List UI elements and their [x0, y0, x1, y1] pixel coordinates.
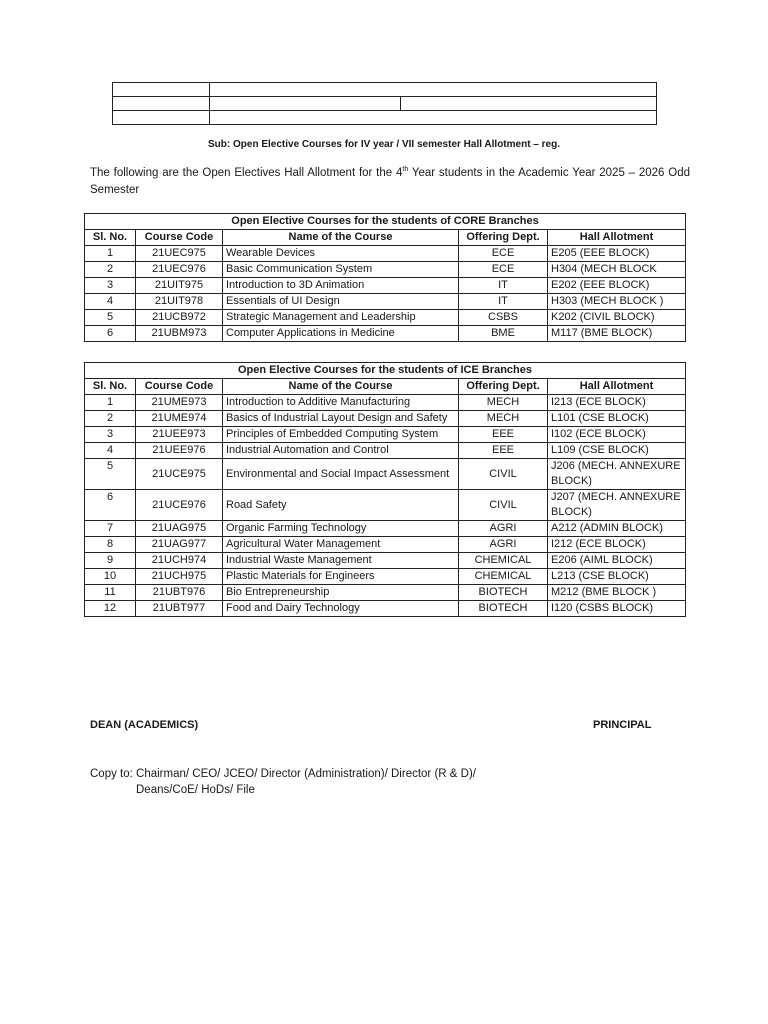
col-hall-allotment: Hall Allotment [548, 230, 686, 246]
table-row [85, 585, 686, 601]
hall-cell: A212 (ADMIN BLOCK) [548, 521, 686, 537]
table-row [85, 310, 686, 326]
course-name-cell: Industrial Waste Management [223, 553, 459, 569]
course-code-cell: 21UEC975 [136, 246, 223, 262]
hall-cell: M117 (BME BLOCK) [548, 326, 686, 342]
course-name-cell: Basic Communication System [223, 262, 459, 278]
course-code-cell: 21UEE973 [136, 427, 223, 443]
hall-cell: H303 (MECH BLOCK ) [548, 294, 686, 310]
copy-to-line-1: Copy to: Chairman/ CEO/ JCEO/ Director (Administration)/ Director (R & D)/ [90, 768, 476, 780]
header-cell [113, 111, 210, 125]
course-name-cell: Introduction to 3D Animation [223, 278, 459, 294]
table-row [85, 601, 686, 617]
table-row [85, 490, 686, 521]
dept-cell: EEE [459, 443, 548, 459]
table-row [85, 246, 686, 262]
hall-cell: J206 (MECH. ANNEXURE BLOCK) [548, 459, 686, 490]
dept-cell: CIVIL [459, 459, 548, 490]
table-row [85, 443, 686, 459]
intro-text-end: Year students in the Academic Year 2025 – 2026 Odd Semester [90, 167, 691, 196]
table-row [85, 569, 686, 585]
hall-cell: M212 (BME BLOCK ) [548, 585, 686, 601]
course-name-cell: Essentials of UI Design [223, 294, 459, 310]
header-cell [113, 97, 210, 111]
hall-cell: L101 (CSE BLOCK) [548, 411, 686, 427]
course-code-cell: 21UME974 [136, 411, 223, 427]
core-header-row [85, 230, 686, 246]
course-name-cell: Basics of Industrial Layout Design and Safety [223, 411, 459, 427]
course-name-cell: Strategic Management and Leadership [223, 310, 459, 326]
dept-cell: MECH [459, 395, 548, 411]
header-row [113, 111, 657, 125]
course-name-cell: Food and Dairy Technology [223, 601, 459, 617]
hall-cell: E202 (EEE BLOCK) [548, 278, 686, 294]
course-code-cell: 21UEE976 [136, 443, 223, 459]
header-cell [210, 97, 401, 111]
sl-no-cell: 6 [85, 490, 136, 521]
sl-no-cell: 8 [85, 537, 136, 553]
header-row [113, 83, 657, 97]
sl-no-cell: 11 [85, 585, 136, 601]
dept-cell: BIOTECH [459, 601, 548, 617]
dept-cell: CIVIL [459, 490, 548, 521]
course-code-cell: 21UCE976 [136, 490, 223, 521]
dept-cell: CSBS [459, 310, 548, 326]
header-cell [113, 83, 210, 97]
intro-text-start: The following are the Open Electives Hall Allotment for the 4 [90, 167, 403, 179]
header-cell [401, 97, 657, 111]
ice-branches-table [84, 362, 686, 617]
dept-cell: AGRI [459, 537, 548, 553]
intro-paragraph [90, 165, 690, 199]
course-code-cell: 21UBM973 [136, 326, 223, 342]
course-code-cell: 21UIT975 [136, 278, 223, 294]
course-code-cell: 21UEC976 [136, 262, 223, 278]
table-row [85, 278, 686, 294]
sl-no-cell: 1 [85, 395, 136, 411]
table-row [85, 326, 686, 342]
hall-cell: E205 (EEE BLOCK) [548, 246, 686, 262]
header-cell [210, 111, 657, 125]
col-hall-allotment: Hall Allotment [548, 379, 686, 395]
course-name-cell: Wearable Devices [223, 246, 459, 262]
course-name-cell: Environmental and Social Impact Assessment [223, 459, 459, 490]
hall-cell: H304 (MECH BLOCK [548, 262, 686, 278]
table-row [85, 395, 686, 411]
course-code-cell: 21UBT976 [136, 585, 223, 601]
principal-signature: PRINCIPAL [593, 719, 652, 731]
dept-cell: BIOTECH [459, 585, 548, 601]
table-row [85, 294, 686, 310]
table-row [85, 262, 686, 278]
course-name-cell: Organic Farming Technology [223, 521, 459, 537]
course-name-cell: Computer Applications in Medicine [223, 326, 459, 342]
header-reference-table [112, 82, 657, 125]
hall-cell: E206 (AIML BLOCK) [548, 553, 686, 569]
course-name-cell: Principles of Embedded Computing System [223, 427, 459, 443]
table-row [85, 537, 686, 553]
col-course-code: Course Code [136, 379, 223, 395]
col-course-code: Course Code [136, 230, 223, 246]
course-code-cell: 21UCH974 [136, 553, 223, 569]
dept-cell: EEE [459, 427, 548, 443]
sl-no-cell: 5 [85, 459, 136, 490]
sl-no-cell: 2 [85, 262, 136, 278]
dept-cell: IT [459, 278, 548, 294]
sl-no-cell: 1 [85, 246, 136, 262]
ice-table-title: Open Elective Courses for the students of ICE Branches [85, 363, 686, 379]
dean-signature: DEAN (ACADEMICS) [90, 719, 199, 731]
ice-header-row [85, 379, 686, 395]
course-code-cell: 21UBT977 [136, 601, 223, 617]
sl-no-cell: 7 [85, 521, 136, 537]
dept-cell: CHEMICAL [459, 553, 548, 569]
course-name-cell: Introduction to Additive Manufacturing [223, 395, 459, 411]
col-sl-no: Sl. No. [85, 379, 136, 395]
table-row [85, 553, 686, 569]
hall-cell: I102 (ECE BLOCK) [548, 427, 686, 443]
course-name-cell: Bio Entrepreneurship [223, 585, 459, 601]
hall-cell: I212 (ECE BLOCK) [548, 537, 686, 553]
core-table-title: Open Elective Courses for the students of CORE Branches [85, 214, 686, 230]
course-name-cell: Agricultural Water Management [223, 537, 459, 553]
sl-no-cell: 4 [85, 443, 136, 459]
course-name-cell: Plastic Materials for Engineers [223, 569, 459, 585]
hall-cell: L109 (CSE BLOCK) [548, 443, 686, 459]
sl-no-cell: 3 [85, 427, 136, 443]
sl-no-cell: 12 [85, 601, 136, 617]
col-sl-no: Sl. No. [85, 230, 136, 246]
hall-cell: L213 (CSE BLOCK) [548, 569, 686, 585]
sl-no-cell: 5 [85, 310, 136, 326]
col-offering-dept: Offering Dept. [459, 379, 548, 395]
table-row [85, 459, 686, 490]
course-name-cell: Road Safety [223, 490, 459, 521]
col-offering-dept: Offering Dept. [459, 230, 548, 246]
table-row [85, 427, 686, 443]
course-code-cell: 21UME973 [136, 395, 223, 411]
hall-cell: I213 (ECE BLOCK) [548, 395, 686, 411]
course-code-cell: 21UIT978 [136, 294, 223, 310]
hall-cell: I120 (CSBS BLOCK) [548, 601, 686, 617]
intro-superscript: th [402, 166, 409, 174]
hall-cell: J207 (MECH. ANNEXURE BLOCK) [548, 490, 686, 521]
dept-cell: MECH [459, 411, 548, 427]
col-course-name: Name of the Course [223, 230, 459, 246]
sl-no-cell: 2 [85, 411, 136, 427]
copy-to-block [90, 766, 476, 798]
copy-to-line-2: Deans/CoE/ HoDs/ File [136, 784, 255, 796]
dept-cell: BME [459, 326, 548, 342]
course-code-cell: 21UCH975 [136, 569, 223, 585]
hall-cell: K202 (CIVIL BLOCK) [548, 310, 686, 326]
table-row [85, 411, 686, 427]
col-course-name: Name of the Course [223, 379, 459, 395]
course-name-cell: Industrial Automation and Control [223, 443, 459, 459]
core-branches-table [84, 213, 686, 342]
dept-cell: CHEMICAL [459, 569, 548, 585]
dept-cell: AGRI [459, 521, 548, 537]
table-row [85, 521, 686, 537]
header-cell [210, 83, 657, 97]
sl-no-cell: 9 [85, 553, 136, 569]
subject-line: Sub: Open Elective Courses for IV year / VII semester Hall Allotment – reg. [208, 139, 560, 150]
dept-cell: ECE [459, 246, 548, 262]
dept-cell: IT [459, 294, 548, 310]
course-code-cell: 21UCB972 [136, 310, 223, 326]
course-code-cell: 21UAG975 [136, 521, 223, 537]
course-code-cell: 21UCE975 [136, 459, 223, 490]
header-row [113, 97, 657, 111]
sl-no-cell: 6 [85, 326, 136, 342]
dept-cell: ECE [459, 262, 548, 278]
sl-no-cell: 10 [85, 569, 136, 585]
sl-no-cell: 4 [85, 294, 136, 310]
course-code-cell: 21UAG977 [136, 537, 223, 553]
sl-no-cell: 3 [85, 278, 136, 294]
